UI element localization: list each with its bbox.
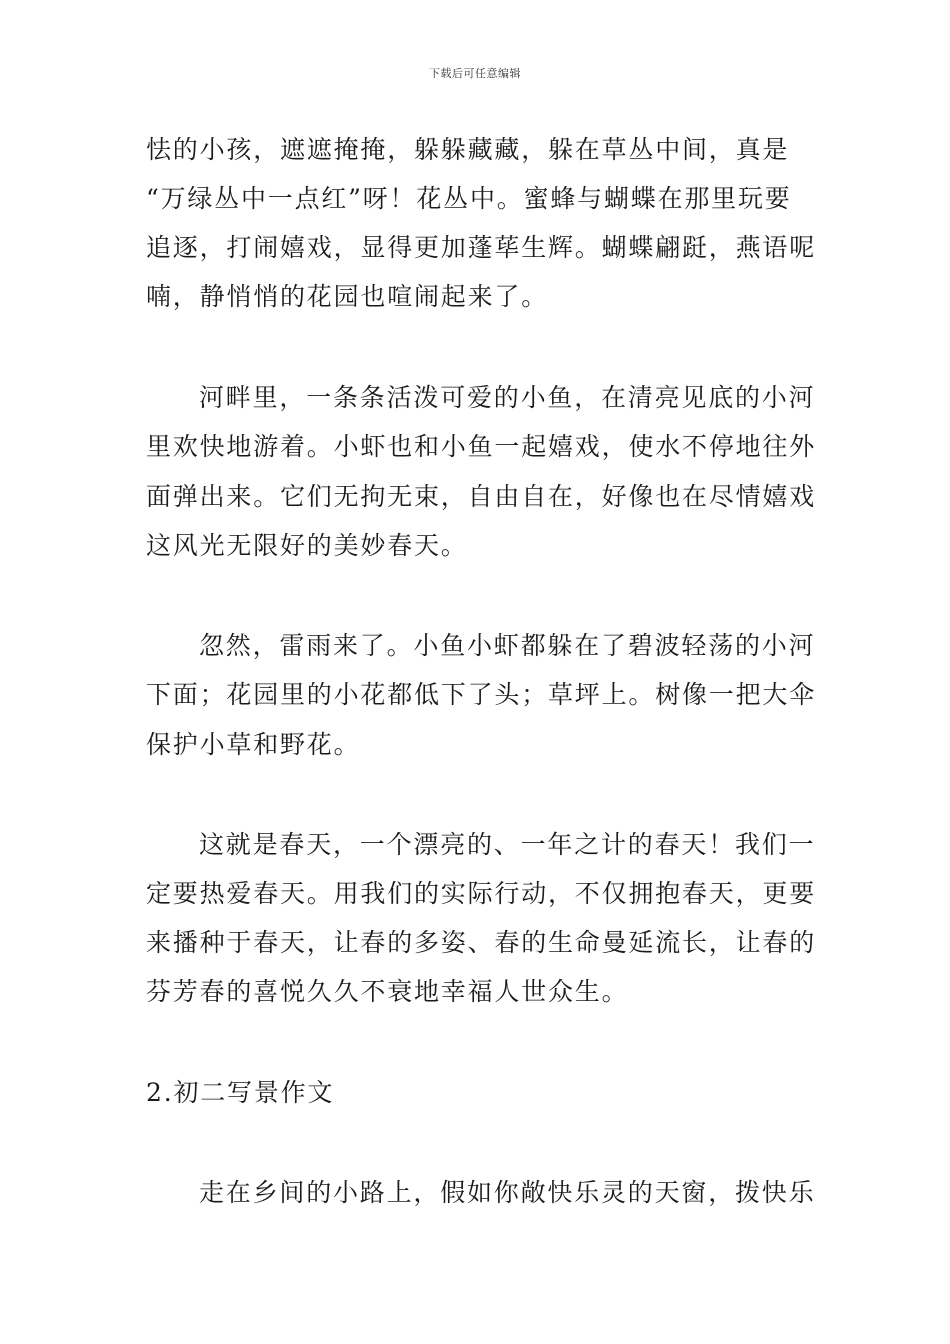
paragraph-line: 怯的小孩，遮遮掩掩，躲躲藏藏，躲在草丛中间，真是 bbox=[146, 135, 790, 164]
paragraph-line: 芬芳春的喜悦久久不衰地幸福人世众生。 bbox=[146, 977, 629, 1006]
paragraph-line: 这就是春天，一个漂亮的、一年之计的春天！我们一 bbox=[199, 830, 816, 859]
paragraph-line: 定要热爱春天。用我们的实际行动，不仅拥抱春天，更要 bbox=[146, 879, 817, 908]
section-heading: 2.初二写景作文 bbox=[146, 1078, 335, 1107]
paragraph-line: 忽然，雷雨来了。小鱼小虾都躲在了碧波轻荡的小河 bbox=[199, 631, 816, 660]
paragraph-line: 这风光无限好的美妙春天。 bbox=[146, 531, 468, 560]
paragraph-line: 河畔里，一条条活泼可爱的小鱼，在清亮见底的小河 bbox=[199, 383, 816, 412]
paragraph-line: 来播种于春天，让春的多姿、春的生命曼延流长，让春的 bbox=[146, 928, 817, 957]
paragraph-line: “万绿丛中一点红”呀！花丛中。蜜蜂与蝴蝶在那里玩要 bbox=[146, 184, 792, 213]
paragraph-line: 喃，静悄悄的花园也喧闹起来了。 bbox=[146, 282, 549, 311]
paragraph-line: 保护小草和野花。 bbox=[146, 730, 361, 759]
page-header: 下载后可任意编辑 bbox=[429, 67, 521, 80]
paragraph-line: 追逐，打闹嬉戏，显得更加蓬荜生辉。蝴蝶翩跹，燕语呢 bbox=[146, 233, 817, 262]
paragraph-line: 走在乡间的小路上，假如你敞快乐灵的天窗，拨快乐 bbox=[199, 1178, 816, 1207]
paragraph-line: 里欢快地游着。小虾也和小鱼一起嬉戏，使水不停地往外 bbox=[146, 432, 817, 461]
paragraph-line: 下面；花园里的小花都低下了头；草坪上。树像一把大伞 bbox=[146, 680, 817, 709]
paragraph-line: 面弹出来。它们无拘无束，自由自在，好像也在尽情嬉戏 bbox=[146, 482, 817, 511]
